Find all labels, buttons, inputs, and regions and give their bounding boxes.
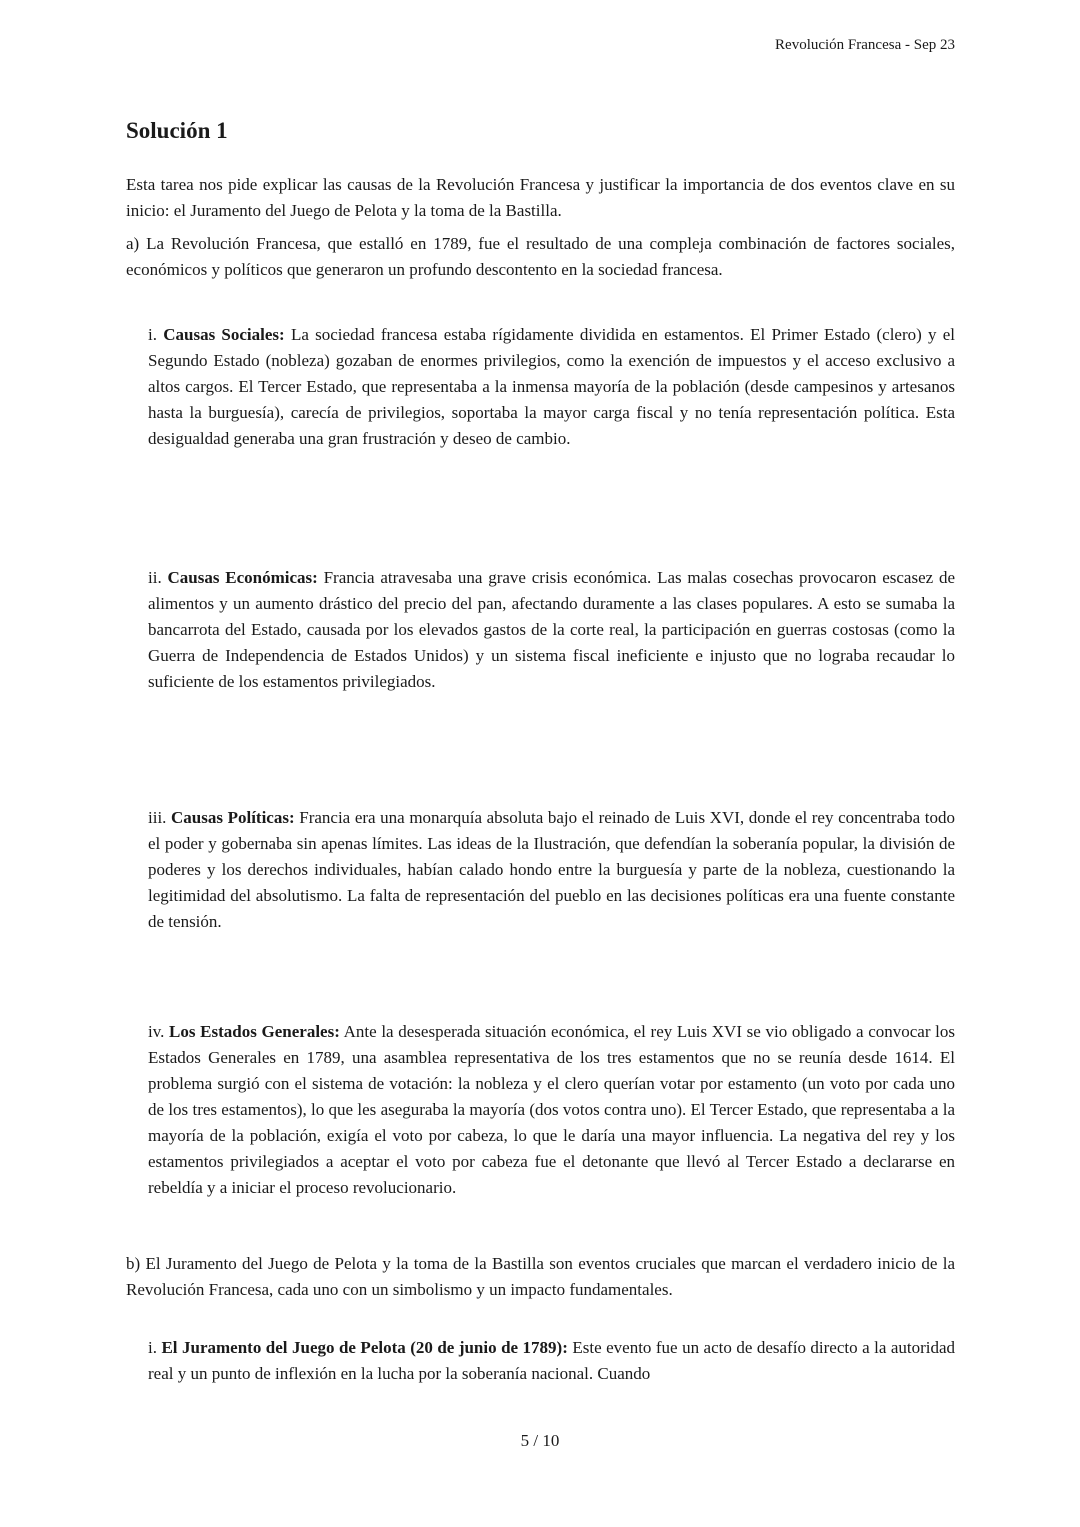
list-item-causas-economicas: [148, 565, 955, 695]
item-text: Francia atravesaba una grave crisis económica. Las malas cosechas provocaron escasez de alimentos y un aumento drástico del precio del pan, afectando duramente a las clases populares. A esto se sumaba la bancarrota del Estado, causada por los elevados gastos de la corte real, la participación en guerras costosas (como la Guerra de Independencia de Estados Unidos) y un sistema fiscal ineficiente e injusto que no lograba recaudar lo suficiente de los estamentos privilegiados.: [148, 568, 956, 691]
item-text: La sociedad francesa estaba rígidamente dividida en estamentos. El Primer Estado (clero) y el Segundo Estado (nobleza) gozaban de enormes privilegios, como la exención de impuestos y el acceso exclusivo a altos cargos. El Tercer Estado, que representaba a la inmensa mayoría de la población (desde campesinos y artesanos hasta la burguesía), carecía de privilegios, soportaba la mayor carga fiscal y no tenía representación política. Esta desigualdad generaba una gran frustración y deseo de cambio.: [148, 325, 956, 448]
list-item-causas-sociales: [148, 322, 955, 452]
list-item-juramento-juego-pelota: [148, 1335, 955, 1387]
page-title: Solución 1: [126, 118, 228, 143]
part-a-paragraph: a) La Revolución Francesa, que estalló en 1789, fue el resultado de una compleja combinación de factores sociales, económicos y políticos que generaron un profundo descontento en la sociedad francesa.: [126, 234, 955, 279]
item-label: El Juramento del Juego de Pelota (20 de junio de 1789):: [161, 1338, 568, 1357]
item-marker: iv.: [148, 1022, 165, 1041]
header-text: Revolución Francesa - Sep 23: [775, 37, 955, 53]
intro-paragraph: Esta tarea nos pide explicar las causas de la Revolución Francesa y justificar la importancia de dos eventos clave en su inicio: el Juramento del Juego de Pelota y la toma de la Bastilla.: [126, 175, 955, 220]
running-header: [126, 36, 955, 55]
list-item-causas-politicas: [148, 805, 955, 935]
page-number-text: 5 / 10: [520, 1431, 560, 1450]
item-text: Este evento fue un acto de desafío directo a la autoridad real y un punto de inflexión en la lucha por la soberanía nacional. Cuando: [148, 1338, 956, 1383]
item-marker: i.: [148, 325, 157, 344]
item-label: Causas Sociales:: [163, 325, 285, 344]
item-marker: ii.: [148, 568, 162, 587]
item-label: Los Estados Generales:: [169, 1022, 340, 1041]
list-item-estados-generales: [148, 1019, 955, 1201]
page-number: [0, 1428, 1080, 1454]
item-text: Ante la desesperada situación económica, el rey Luis XVI se vio obligado a convocar los Estados Generales en 1789, una asamblea representativa de los tres estamentos que no se reunía desde 1614. El problema surgió con el sistema de votación: la nobleza y el clero querían votar por estamento (un voto por cada uno de los tres estamentos), lo que les aseguraba la mayoría (dos votos contra uno). El Tercer Estado, que representaba a la mayoría de la población, exigía el voto por cabeza, lo que le daría una mayor influencia. La negativa del rey y los estamentos privilegiados a aceptar el voto por cabeza fue el detonante que llevó al Tercer Estado a declararse en rebeldía y a iniciar el proceso revolucionario.: [148, 1022, 956, 1197]
item-marker: i.: [148, 1338, 157, 1357]
part-b-paragraph: b) El Juramento del Juego de Pelota y la toma de la Bastilla son eventos cruciales que marcan el verdadero inicio de la Revolución Francesa, cada uno con un simbolismo y un impacto fundamentales.: [126, 1254, 955, 1299]
item-marker: iii.: [148, 808, 167, 827]
item-text: Francia era una monarquía absoluta bajo el reinado de Luis XVI, donde el rey concentraba todo el poder y gobernaba sin apenas límites. Las ideas de la Ilustración, que defendían la soberanía popular, la división de poderes y los derechos individuales, habían calado hondo entre la burguesía y parte de la nobleza, cuestionando la legitimidad del absolutismo. La falta de representación del pueblo en las decisiones políticas era una fuente constante de tensión.: [148, 808, 956, 931]
item-label: Causas Económicas:: [167, 568, 318, 587]
item-label: Causas Políticas:: [171, 808, 295, 827]
